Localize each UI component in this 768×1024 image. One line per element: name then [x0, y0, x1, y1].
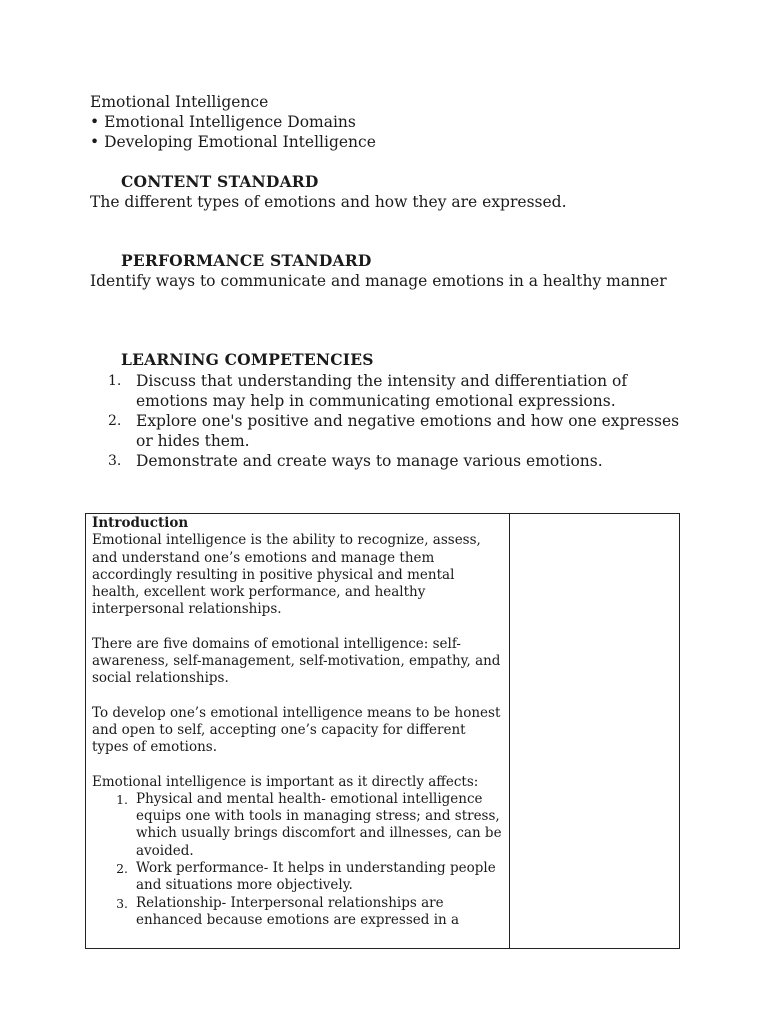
- list-text: Explore one's positive and negative emotions and how one expresses or hides them.: [136, 412, 680, 450]
- performance-standard-heading: PERFORMANCE STANDARD: [121, 251, 372, 270]
- topics-title: Emotional Intelligence: [90, 93, 269, 111]
- list-number: 1.: [116, 791, 128, 807]
- list-number: 2.: [116, 861, 128, 877]
- notes-cell: [510, 514, 679, 948]
- topic-item: • Emotional Intelligence Domains: [90, 113, 356, 131]
- topics-block: [90, 92, 376, 152]
- list-text: Discuss that understanding the intensity and differentiation of emotions may help in communicating emotional expressions.: [136, 372, 628, 410]
- list-item: [92, 895, 503, 930]
- list-item: [108, 411, 688, 451]
- list-number: 1.: [108, 373, 122, 389]
- list-number: 3.: [116, 895, 128, 911]
- list-text: Work performance- It helps in understanding people and situations more objectively.: [136, 860, 496, 894]
- list-number: 3.: [108, 453, 122, 469]
- importance-list: [92, 791, 503, 929]
- list-item: [108, 451, 688, 471]
- content-standard-text: The different types of emotions and how they are expressed.: [90, 193, 567, 211]
- develop-paragraph: To develop one’s emotional intelligence means to be honest and open to self, accepting one’s capacity for different types of emotions.: [92, 704, 501, 756]
- list-text: Physical and mental health- emotional intelligence equips one with tools in managing stress; and stress, which usually brings discomfort and illnesses, can be avoided.: [136, 790, 502, 859]
- introduction-cell: [86, 514, 510, 948]
- performance-standard-text: Identify ways to communicate and manage emotions in a healthy manner: [90, 272, 667, 290]
- introduction-label: Introduction: [92, 515, 189, 531]
- list-item: [92, 791, 503, 860]
- content-standard-heading: CONTENT STANDARD: [121, 172, 319, 191]
- competency-list: [108, 371, 688, 471]
- lesson-table: [85, 513, 680, 949]
- list-item: [108, 371, 688, 411]
- list-text: Relationship- Interpersonal relationships are enhanced because emotions are expressed in a: [136, 894, 460, 928]
- introduction-paragraph: Emotional intelligence is the ability to recognize, assess, and understand one’s emotions and manage them accordingly resulting in positive physical and mental health, excellent work performance, and healthy interpersonal relationships.: [92, 532, 481, 618]
- topic-item: • Developing Emotional Intelligence: [90, 133, 376, 151]
- list-text: Demonstrate and create ways to manage various emotions.: [136, 452, 603, 470]
- importance-paragraph: Emotional intelligence is important as it directly affects:: [92, 773, 479, 790]
- learning-competencies-heading: LEARNING COMPETENCIES: [121, 350, 374, 369]
- domains-paragraph: There are five domains of emotional intelligence: self-awareness, self-management, self-motivation, empathy, and social relationships.: [92, 635, 501, 687]
- list-item: [92, 860, 503, 895]
- list-number: 2.: [108, 413, 122, 429]
